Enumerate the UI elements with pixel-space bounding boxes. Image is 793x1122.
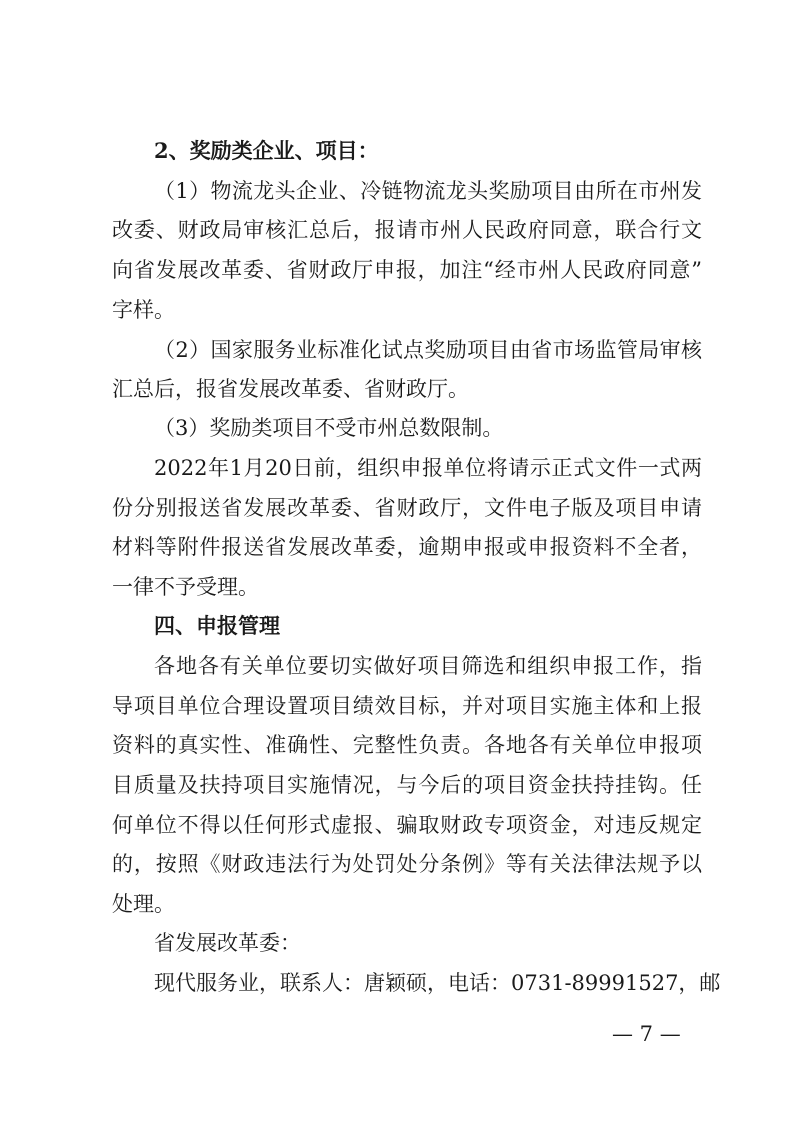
management-line-6: 的，按照《财政违法行为处罚处分条例》等有关法律法规予以 xyxy=(112,852,702,876)
section-2-heading: 2、奖励类企业、项目： xyxy=(154,138,379,163)
contact-organization: 省发展改革委： xyxy=(154,931,301,955)
item-2-line-1: （2）国家服务业标准化试点奖励项目由省市场监管局审核 xyxy=(154,338,702,362)
page-number: — 7 — xyxy=(612,1022,681,1046)
management-line-3: 资料的真实性、准确性、完整性负责。各地各有关单位申报项 xyxy=(112,733,702,757)
management-line-4: 目质量及扶持项目实施情况，与今后的项目资金扶持挂钩。任 xyxy=(112,773,702,797)
contact-line: 现代服务业，联系人：唐颖硕，电话：0731-89991527，邮 xyxy=(154,971,721,995)
deadline-line-1: 2022年1月20日前，组织申报单位将请示正式文件一式两 xyxy=(154,456,702,480)
deadline-line-3: 材料等附件报送省发展改革委，逾期申报或申报资料不全者， xyxy=(112,535,702,559)
item-2-line-2: 汇总后，报省发展改革委、省财政厅。 xyxy=(112,377,469,401)
item-3-line: （3）奖励类项目不受市州总数限制。 xyxy=(154,416,504,440)
item-1-line-1: （1）物流龙头企业、冷链物流龙头奖励项目由所在市州发 xyxy=(154,179,702,203)
item-1-line-4: 字样。 xyxy=(112,298,175,322)
item-1-line-3: 向省发展改革委、省财政厅申报，加注“经市州人民政府同意” xyxy=(112,258,702,282)
management-line-2: 导项目单位合理设置项目绩效目标，并对项目实施主体和上报 xyxy=(112,694,702,718)
deadline-line-4: 一律不予受理。 xyxy=(112,575,259,599)
item-1-line-2: 改委、财政局审核汇总后，报请市州人民政府同意，联合行文 xyxy=(112,218,702,242)
management-line-7: 处理。 xyxy=(112,892,175,916)
management-line-1: 各地各有关单位要切实做好项目筛选和组织申报工作，指 xyxy=(154,654,702,678)
deadline-line-2: 份分别报送省发展改革委、省财政厅，文件电子版及项目申请 xyxy=(112,496,702,520)
management-line-5: 何单位不得以任何形式虚报、骗取财政专项资金，对违反规定 xyxy=(112,813,702,837)
section-4-heading: 四、申报管理 xyxy=(154,613,280,638)
